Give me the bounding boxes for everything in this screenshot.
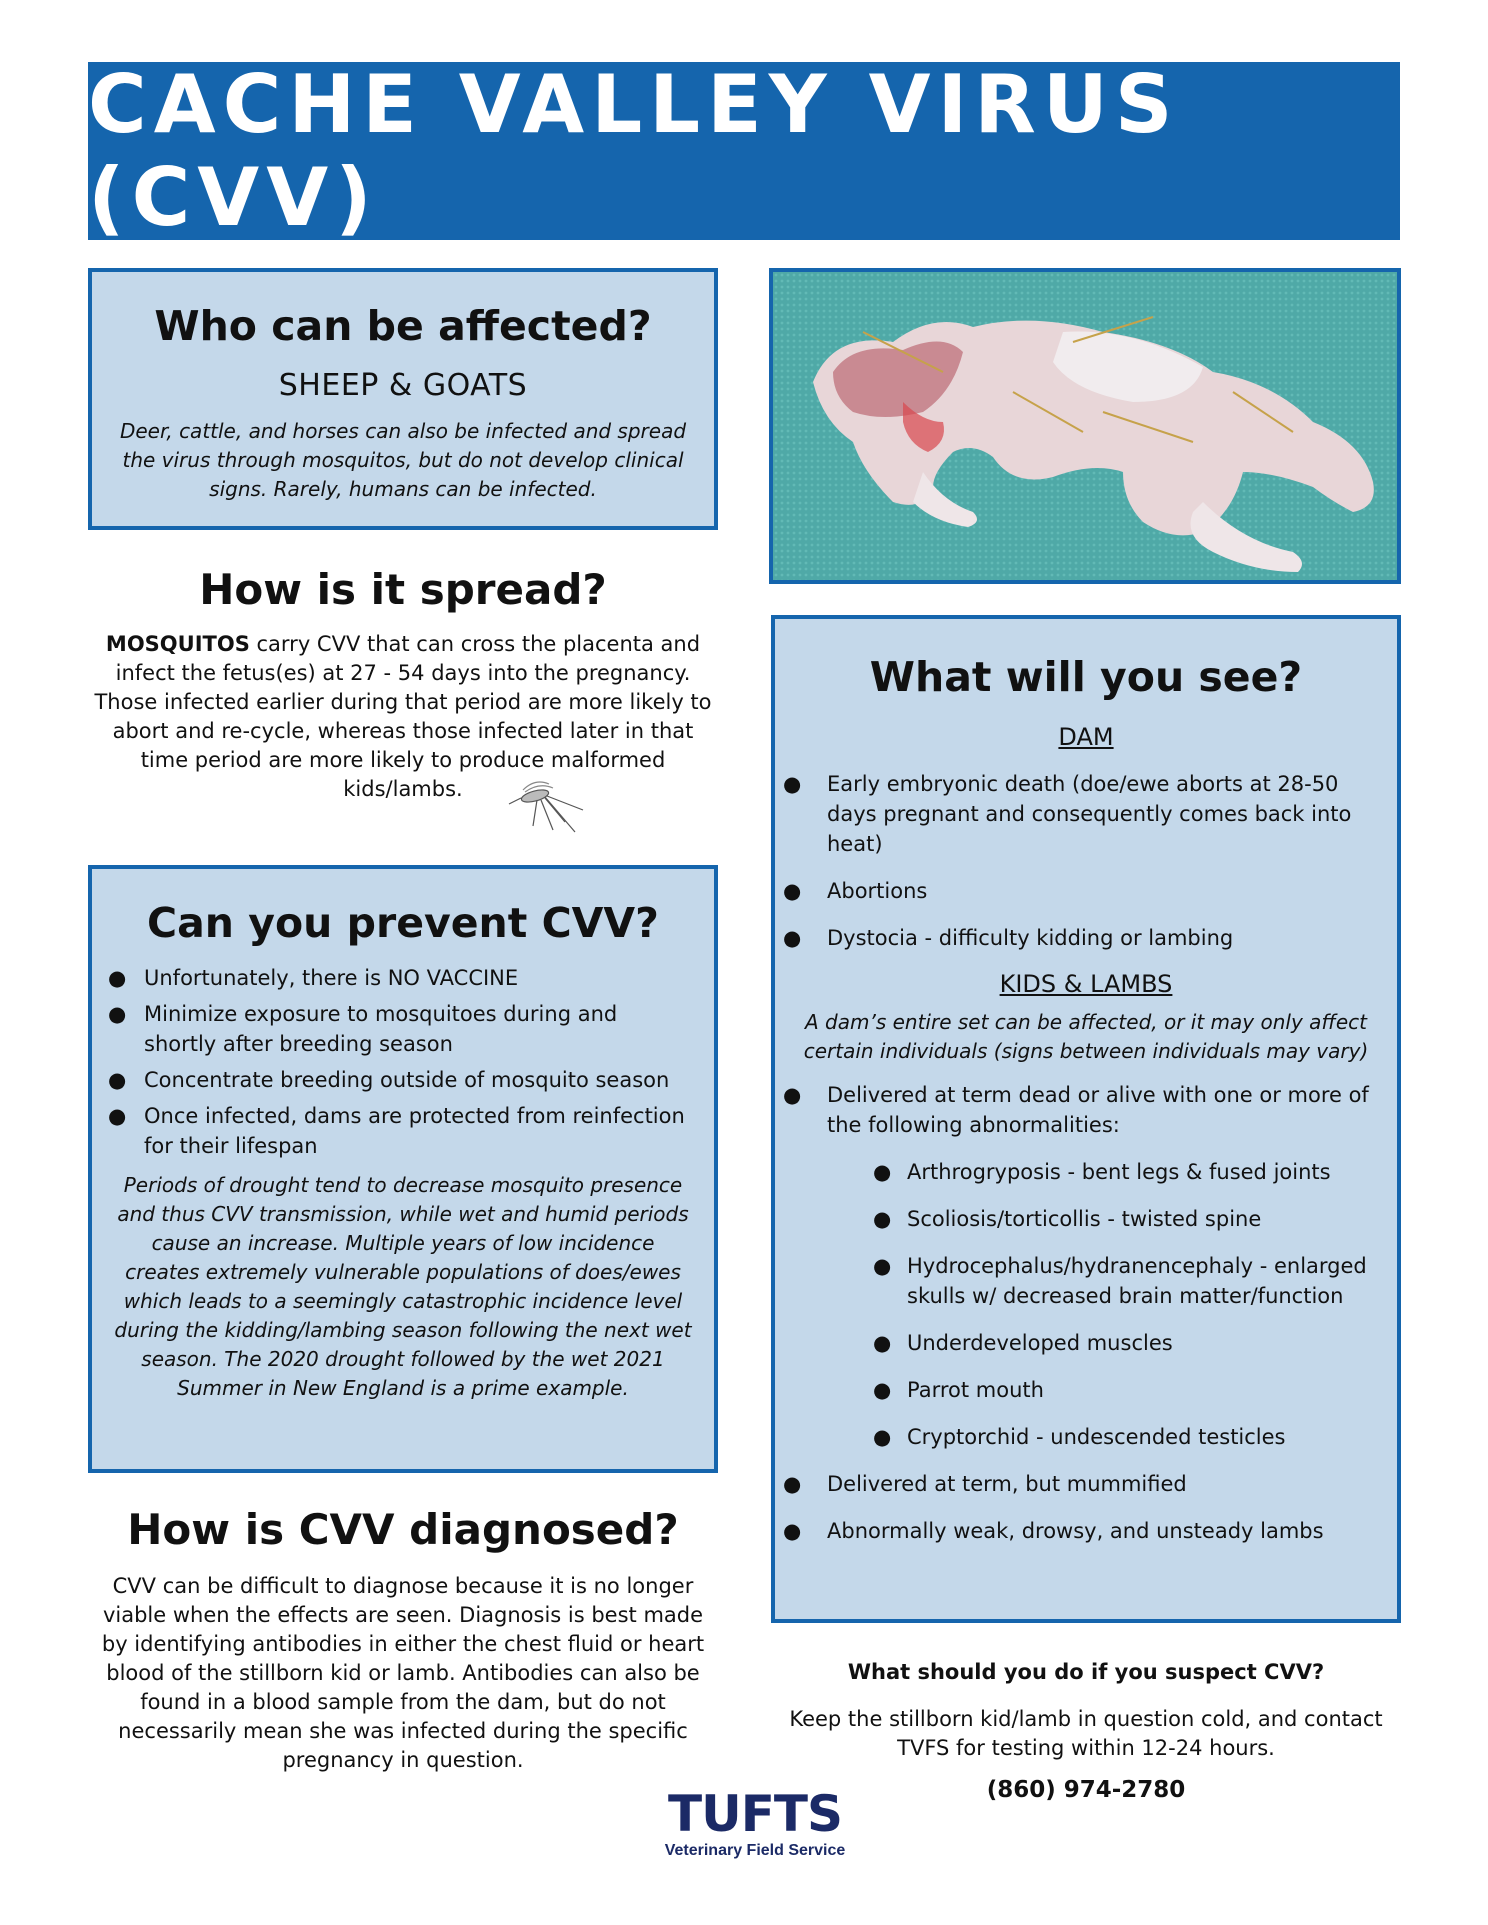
diagnosed-heading: How is CVV diagnosed? bbox=[127, 1505, 679, 1554]
list-item: ● Arthrogryposis - bent legs & fused joints bbox=[775, 1157, 1397, 1187]
bullet-icon: ● bbox=[783, 1472, 802, 1496]
bullet-icon: ● bbox=[873, 1425, 892, 1449]
what-will-you-see-box bbox=[771, 615, 1401, 1623]
kids-list bbox=[775, 1080, 1397, 1140]
bullet-icon: ● bbox=[873, 1160, 892, 1184]
mosquito-icon bbox=[505, 770, 595, 840]
tufts-logo bbox=[655, 1785, 855, 1878]
bullet-icon: ● bbox=[108, 1068, 127, 1092]
list-item: ● Delivered at term dead or alive with one or more of the following abnormalities: bbox=[775, 1080, 1397, 1140]
spread-lead: MOSQUITOS bbox=[105, 632, 250, 656]
bullet-icon: ● bbox=[108, 966, 127, 990]
bullet-icon: ● bbox=[108, 1002, 127, 1026]
prevent-heading: Can you prevent CVV? bbox=[147, 899, 659, 947]
bullet-icon: ● bbox=[783, 1083, 802, 1107]
prevent-list bbox=[92, 963, 714, 1161]
bullet-icon: ● bbox=[783, 879, 802, 903]
bullet-icon: ● bbox=[783, 772, 802, 796]
bullet-icon: ● bbox=[783, 926, 802, 950]
list-item: ● Abortions bbox=[775, 876, 1397, 906]
list-item: ● Cryptorchid - undescended testicles bbox=[775, 1422, 1397, 1452]
list-item: ● Underdeveloped muscles bbox=[775, 1328, 1397, 1358]
dam-list bbox=[775, 769, 1397, 953]
bullet-icon: ● bbox=[873, 1254, 892, 1278]
bullet-icon: ● bbox=[873, 1331, 892, 1355]
see-heading: What will you see? bbox=[869, 653, 1303, 701]
list-item: ● Delivered at term, but mummified bbox=[775, 1469, 1397, 1499]
bullet-icon: ● bbox=[783, 1519, 802, 1543]
kids-note: A dam’s entire set can be affected, or it may only affect certain individuals (signs between individuals may vary) bbox=[803, 1010, 1369, 1063]
kids-list-more bbox=[775, 1469, 1397, 1546]
page-title-banner bbox=[88, 58, 1400, 244]
prevent-note: Periods of drought tend to decrease mosquito presence and thus CVV transmission, while wet and humid periods cause an increase. Multiple years of low incidence creates extremely vulnerable populations of does/ewes which leads to a seemingly catastrophic incidence level during the kidding/lambing season following the next wet season. The 2020 drought followed by the wet 2021 Summer in New England is a prime example. bbox=[114, 1173, 692, 1400]
diagnosed-body: CVV can be difficult to diagnose because it is no longer viable when the effects are seen. Diagnosis is best made by identifying antibodies in either the chest fluid or heart blood of the stillborn kid or lamb. Antibodies can also be found in a blood sample from the dam, but do not necessarily mean she was infected during the specific pregnancy in question. bbox=[101, 1574, 705, 1772]
who-subheading: SHEEP & GOATS bbox=[278, 368, 528, 403]
bullet-icon: ● bbox=[108, 1104, 127, 1128]
list-item: ● Minimize exposure to mosquitoes during and shortly after breeding season bbox=[92, 999, 714, 1059]
who-note: Deer, cattle, and horses can also be infected and spread the virus through mosquitos, but do not develop clinical signs. Rarely, humans can be infected. bbox=[119, 419, 687, 501]
suspect-body: Keep the stillborn kid/lamb in question cold, and contact TVFS for testing within 12-24 hours. bbox=[789, 1707, 1383, 1760]
kids-heading: KIDS & LAMBS bbox=[999, 970, 1173, 998]
list-item: ● Parrot mouth bbox=[775, 1375, 1397, 1405]
list-item: ● Dystocia - difficulty kidding or lambing bbox=[775, 923, 1397, 953]
bullet-icon: ● bbox=[873, 1207, 892, 1231]
logo-wordmark: TUFTS bbox=[668, 1785, 842, 1843]
list-item: ● Early embryonic death (doe/ewe aborts at 28-50 days pregnant and consequently comes back into heat) bbox=[775, 769, 1397, 859]
spread-heading: How is it spread? bbox=[199, 565, 607, 614]
list-item: ● Scoliosis/torticollis - twisted spine bbox=[775, 1204, 1397, 1234]
list-item: ● Concentrate breeding outside of mosquito season bbox=[92, 1065, 714, 1095]
logo-tagline: Veterinary Field Service bbox=[664, 1842, 846, 1859]
who-affected-box bbox=[88, 268, 718, 530]
abnormalities-list bbox=[775, 1157, 1397, 1452]
list-item: ● Hydrocephalus/hydranencephaly - enlarged skulls w/ decreased brain matter/function bbox=[775, 1251, 1397, 1311]
bullet-icon: ● bbox=[873, 1378, 892, 1402]
prevent-box bbox=[88, 865, 718, 1473]
spread-body bbox=[92, 630, 714, 804]
list-item: ● Unfortunately, there is NO VACCINE bbox=[92, 963, 714, 993]
stillborn-lamb-photo bbox=[769, 268, 1401, 584]
dam-heading: DAM bbox=[1058, 723, 1114, 751]
list-item: ● Abnormally weak, drowsy, and unsteady lambs bbox=[775, 1516, 1397, 1546]
phone-number: (860) 974-2780 bbox=[986, 1777, 1186, 1803]
who-heading: Who can be affected? bbox=[154, 302, 652, 350]
list-item: ● Once infected, dams are protected from reinfection for their lifespan bbox=[92, 1101, 714, 1161]
page-title: CACHE VALLEY VIRUS (CVV) bbox=[88, 58, 1180, 244]
spread-text: carry CVV that can cross the placenta and infect the fetus(es) at 27 - 54 days into the pregnancy. Those infected earlier during that period are more likely to abort and re-cycle, whereas those infected later in that time period are more likely to produce malformed kids/lambs. bbox=[94, 632, 712, 801]
suspect-heading: What should you do if you suspect CVV? bbox=[847, 1660, 1325, 1684]
